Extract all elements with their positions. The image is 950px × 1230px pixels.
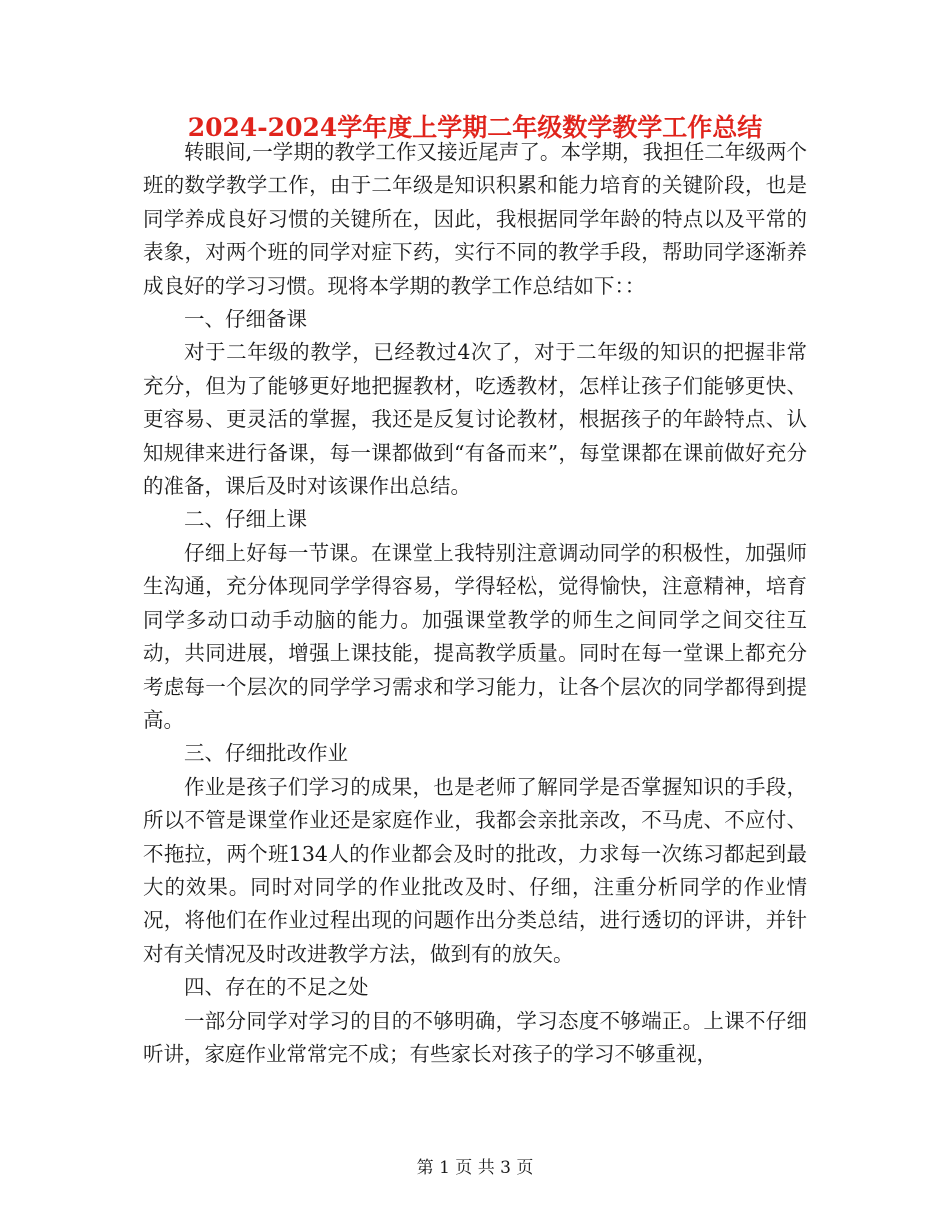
paragraph-section-1: 对于二年级的教学，已经教过4次了，对于二年级的知识的把握非常充分，但为了能够更好地把握教材，吃透教材，怎样让孩子们能够更快、更容易、更灵活的掌握，我还是反复讨论教材，根据孩子的年龄特点、认知规律来进行备课，每一课都做到“有备而来”，每堂课都在课前做好充分的准备，课后及时对该课作出总结。 <box>143 340 807 499</box>
paragraph-section-4: 一部分同学对学习的目的不够明确，学习态度不够端正。上课不仔细听讲，家庭作业常常完不成；有些家长对孩子的学习不够重视， <box>143 1008 807 1066</box>
section-heading-1: 一、仔细备课 <box>184 307 307 332</box>
section-heading-2: 二、仔细上课 <box>184 507 307 532</box>
section-heading-3: 三、仔细批改作业 <box>184 741 348 766</box>
page-number-footer: 第 1 页 共 3 页 <box>416 1158 534 1178</box>
paragraph-section-3: 作业是孩子们学习的成果，也是老师了解同学是否掌握知识的手段，所以不管是课堂作业还是家庭作业，我都会亲批亲改，不马虎、不应付、不拖拉，两个班134人的作业都会及时的批改，力求每一次练习都起到最大的效果。同时对同学的作业批改及时、仔细，注重分析同学的作业情况，将他们在作业过程出现的问题作出分类总结，进行透切的评讲，并针对有关情况及时改进教学方法，做到有的放矢。 <box>143 774 807 966</box>
document-body <box>143 136 807 1071</box>
document-title: 2024-2024学年度上学期二年级数学教学工作总结 <box>187 113 763 142</box>
paragraph-intro: 转眼间,一学期的教学工作又接近尾声了。本学期，我担任二年级两个班的数学教学工作，由于二年级是知识积累和能力培育的关键阶段，也是同学养成良好习惯的关键所在，因此，我根据同学年龄的特点以及平常的表象，对两个班的同学对症下药，实行不同的教学手段，帮助同学逐渐养成良好的学习习惯。现将本学期的教学工作总结如下：： <box>143 140 807 298</box>
section-heading-4: 四、存在的不足之处 <box>184 975 369 1000</box>
paragraph-section-2: 仔细上好每一节课。在课堂上我特别注意调动同学的积极性，加强师生沟通，充分体现同学学得容易，学得轻松，觉得愉快，注意精神，培育同学多动口动手动脑的能力。加强课堂教学的师生之间同学之间交往互动，共同进展，增强上课技能，提高教学质量。同时在每一堂课上都充分考虑每一个层次的同学学习需求和学习能力，让各个层次的同学都得到提高。 <box>143 540 807 732</box>
